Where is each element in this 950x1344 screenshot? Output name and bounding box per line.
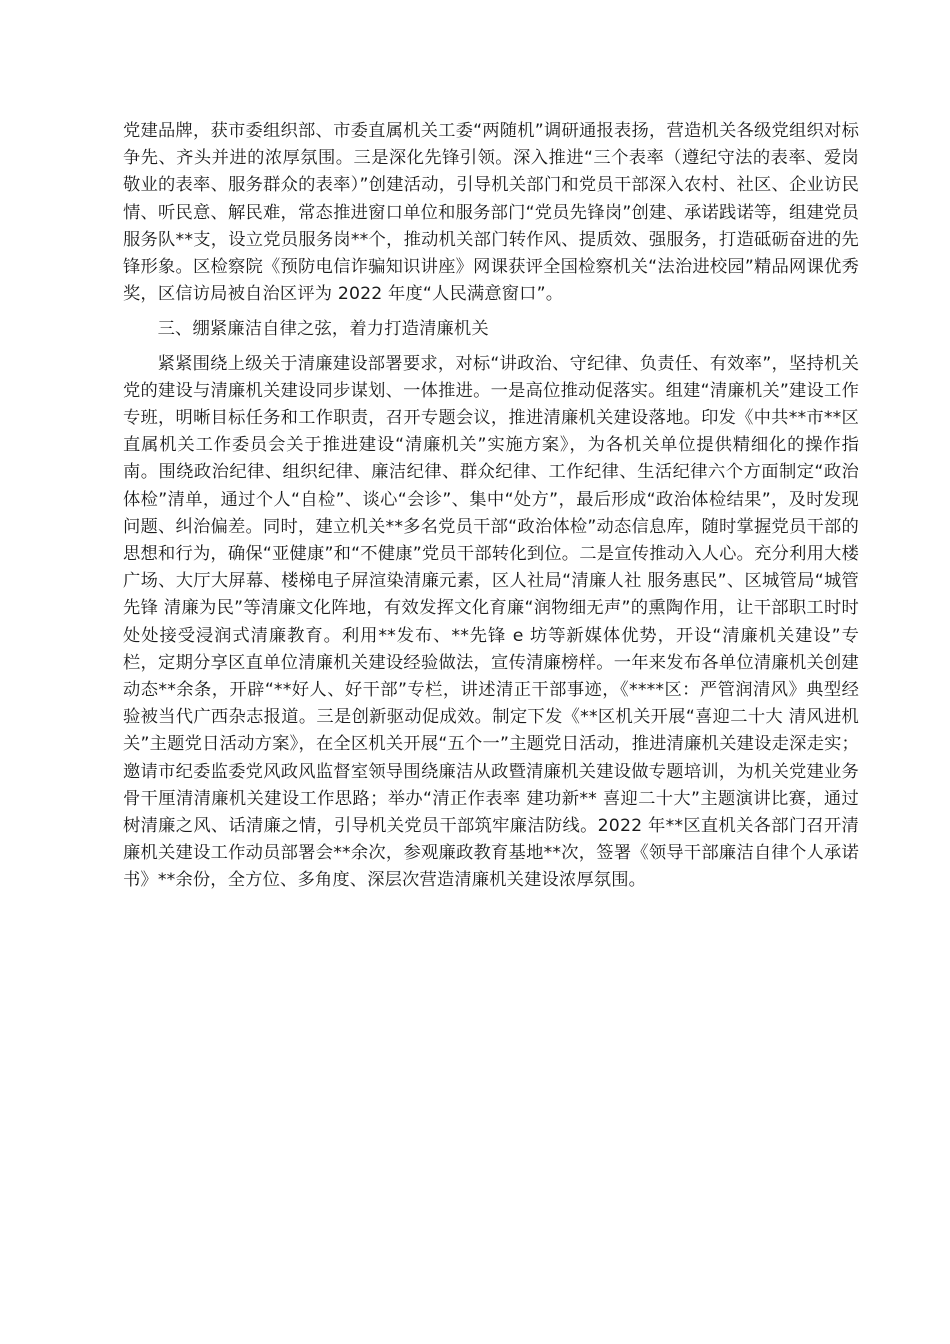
section-heading: 三、绷紧廉洁自律之弦，着力打造清廉机关 xyxy=(157,319,489,340)
paragraph-clean-government: 紧紧围绕上级关于清廉建设部署要求，对标“讲政治、守纪律、负责任、有效率”，坚持机关党的建设与清廉机关建设同步谋划、一体推进。一是高位推动促落实。组建“清廉机关”建设工作专班，明晰目标任务和工作职责，召开专题会议，推进清廉机关建设落地。印发《中共**市**区直属机关工作委员会关于推进建设“清廉机关”实施方案》，为各机关单位提供精细化的操作指南。围绕政治纪律、组织纪律、廉洁纪律、群众纪律、工作纪律、生活纪律六个方面制定“政治体检”清单，通过个人“自检”、谈心“会诊”、集中“处方”，最后形成“政治体检结果”，及时发现问题、纠治偏差。同时，建立机关**多名党员干部“政治体检”动态信息库，随时掌握党员干部的思想和行为，确保“亚健康”和“不健康”党员干部转化到位。二是宣传推动入人心。充分利用大楼广场、大厅大屏幕、楼梯电子屏渲染清廉元素，区人社局“清廉人社 服务惠民”、区城管局“城管先锋 清廉为民”等清廉文化阵地，有效发挥文化育廉“润物细无声”的熏陶作用，让干部职工时时处处接受浸润式清廉教育。利用**发布、**先锋 e 坊等新媒体优势，开设“清廉机关建设”专栏，定期分享区直单位清廉机关建设经验做法，宣传清廉榜样。一年来发布各单位清廉机关创建动态**余条，开辟“**好人、好干部”专栏，讲述清正干部事迹，《****区：严管润清风》典型经验被当代广西杂志报道。三是创新驱动促成效。制定下发《**区机关开展“喜迎二十大 清风进机关”主题党日活动方案》，在全区机关开展“五个一”主题党日活动，推进清廉机关建设走深走实；邀请市纪委监委党风政风监督室领导围绕廉洁从政暨清廉机关建设做专题培训，为机关党建业务骨干厘清清廉机关建设工作思路；举办“清正作表率 建功新** 喜迎二十大”主题演讲比赛，通过树清廉之风、话清廉之情，引导机关党员干部筑牢廉洁防线。2022 年**区直机关各部门召开清廉机关建设工作动员部署会**余次，参观廉政教育基地**次，签署《领导干部廉洁自律个人承诺书》**余份，全方位、多角度、深层次营造清廉机关建设浓厚氛围。 xyxy=(123,353,859,891)
paragraph-party-building: 党建品牌，获市委组织部、市委直属机关工委“两随机”调研通报表扬，营造机关各级党组织对标争先、齐头并进的浓厚氛围。三是深化先锋引领。深入推进“三个表率（遵纪守法的表率、爱岗敬业的表率、服务群众的表率）”创建活动，引导机关部门和党员干部深入农村、社区、企业访民情、听民意、解民难，常态推进窗口单位和服务部门“党员先锋岗”创建、承诺践诺等，组建党员服务队**支，设立党员服务岗**个，推动机关部门转作风、提质效、强服务，打造砥砺奋进的先锋形象。区检察院《预防电信诈骗知识讲座》网课获评全国检察机关“法治进校园”精品网课优秀奖，区信访局被自治区评为 2022 年度“人民满意窗口”。 xyxy=(123,121,859,305)
document-body xyxy=(123,118,859,895)
